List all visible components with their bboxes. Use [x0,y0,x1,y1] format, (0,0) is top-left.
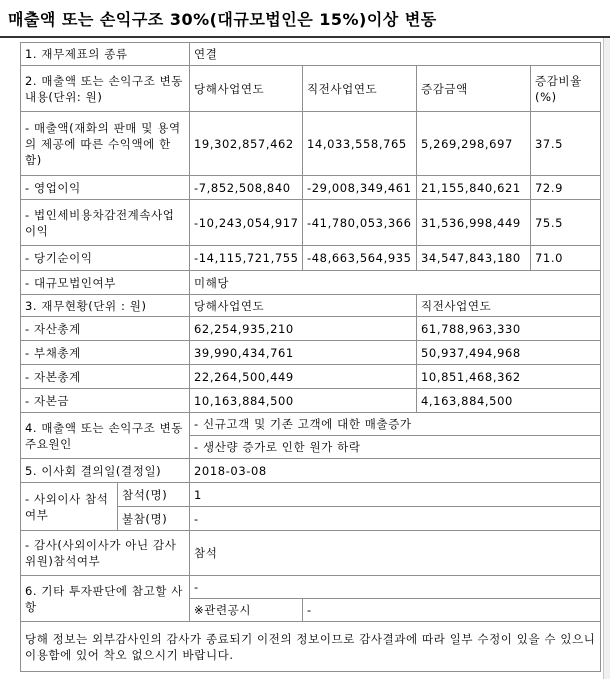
attend-value: 1 [190,483,601,507]
other-matters-label: 6. 기타 투자판단에 참고할 사항 [21,576,190,622]
table-row [21,341,601,365]
total-equity-previous: 10,851,468,362 [417,365,601,389]
large-corp-value: 미해당 [190,271,601,295]
table-row [21,483,601,507]
table-row [21,317,601,341]
header-current-year: 당해사업연도 [190,66,303,112]
table-row [21,43,601,66]
table-row [21,66,601,112]
statement-type-label: 1. 재무제표의 종류 [21,43,190,66]
table-row [21,576,601,599]
revenue-label: - 매출액(재화의 판매 및 용역의 제공에 따른 수익액에 한함) [21,112,190,176]
net-income-ratio: 71.0 [531,246,601,271]
related-disclosure-label: ※관련공시 [190,599,303,622]
pretax-income-label: - 법인세비용차감전계속사업이익 [21,200,190,246]
total-liabilities-current: 39,990,434,761 [190,341,417,365]
table-row [21,531,601,576]
statement-type-value: 연결 [190,43,601,66]
board-resolution-date: 2018-03-08 [190,459,601,483]
table-row [21,365,601,389]
revenue-previous: 14,033,558,765 [303,112,417,176]
scrollbar-track[interactable] [603,38,610,679]
fs-header-previous-year: 직전사업연도 [417,295,601,317]
change-reason-1: - 신규고객 및 기존 고객에 대한 매출증가 [190,413,601,436]
absent-value: - [190,507,601,531]
capital-stock-current: 10,163,884,500 [190,389,417,413]
header-previous-year: 직전사업연도 [303,66,417,112]
operating-income-previous: -29,008,349,461 [303,176,417,200]
table-row [21,295,601,317]
change-reason-2: - 생산량 증가로 인한 원가 하락 [190,436,601,459]
fs-header-current-year: 당해사업연도 [190,295,417,317]
operating-income-label: - 영업이익 [21,176,190,200]
header-change-ratio: 증감비율 (%) [531,66,601,112]
disclaimer-note: 당해 정보는 외부감사인의 감사가 종료되기 이전의 정보이므로 감사결과에 따라 일부 수정이 있을 수 있으니 이용함에 있어 착오 없으시기 바랍니다. [21,622,601,672]
disclosure-table [20,42,601,672]
table-row [21,176,601,200]
net-income-change: 34,547,843,180 [417,246,531,271]
total-liabilities-previous: 50,937,494,968 [417,341,601,365]
revenue-current: 19,302,857,462 [190,112,303,176]
operating-income-ratio: 72.9 [531,176,601,200]
total-assets-previous: 61,788,963,330 [417,317,601,341]
table-row [21,112,601,176]
title-divider [0,36,610,38]
net-income-current: -14,115,721,755 [190,246,303,271]
related-disclosure-value: - [303,599,601,622]
auditor-attend-label: - 감사(사외이사가 아닌 감사위원)참석여부 [21,531,190,576]
table-row [21,246,601,271]
pretax-income-ratio: 75.5 [531,200,601,246]
net-income-label: - 당기순이익 [21,246,190,271]
table-row [21,271,601,295]
operating-income-change: 21,155,840,621 [417,176,531,200]
total-assets-current: 62,254,935,210 [190,317,417,341]
change-reason-label: 4. 매출액 또는 손익구조 변동 주요원인 [21,413,190,459]
page-title: 매출액 또는 손익구조 30%(대규모법인은 15%)이상 변동 [8,10,437,29]
pretax-income-current: -10,243,054,917 [190,200,303,246]
pretax-income-previous: -41,780,053,366 [303,200,417,246]
pretax-income-change: 31,536,998,449 [417,200,531,246]
table-row [21,459,601,483]
total-assets-label: - 자산총계 [21,317,190,341]
net-income-previous: -48,663,564,935 [303,246,417,271]
other-matters-value: - [190,576,601,599]
revenue-ratio: 37.5 [531,112,601,176]
total-liabilities-label: - 부채총계 [21,341,190,365]
table-row [21,200,601,246]
outside-director-label: - 사외이사 참석여부 [21,483,118,531]
operating-income-current: -7,852,508,840 [190,176,303,200]
board-resolution-label: 5. 이사회 결의일(결정일) [21,459,190,483]
table-row [21,389,601,413]
large-corp-label: - 대규모법인여부 [21,271,190,295]
absent-label: 불참(명) [118,507,190,531]
auditor-attend-value: 참석 [190,531,601,576]
total-equity-label: - 자본총계 [21,365,190,389]
table-row [21,622,601,672]
revenue-change: 5,269,298,697 [417,112,531,176]
financial-status-label: 3. 재무현황(단위 : 원) [21,295,190,317]
capital-stock-label: - 자본금 [21,389,190,413]
table-row [21,413,601,436]
total-equity-current: 22,264,500,449 [190,365,417,389]
header-change-amount: 증감금액 [417,66,531,112]
capital-stock-previous: 4,163,884,500 [417,389,601,413]
attend-label: 참석(명) [118,483,190,507]
change-section-label: 2. 매출액 또는 손익구조 변동내용(단위: 원) [21,66,190,112]
